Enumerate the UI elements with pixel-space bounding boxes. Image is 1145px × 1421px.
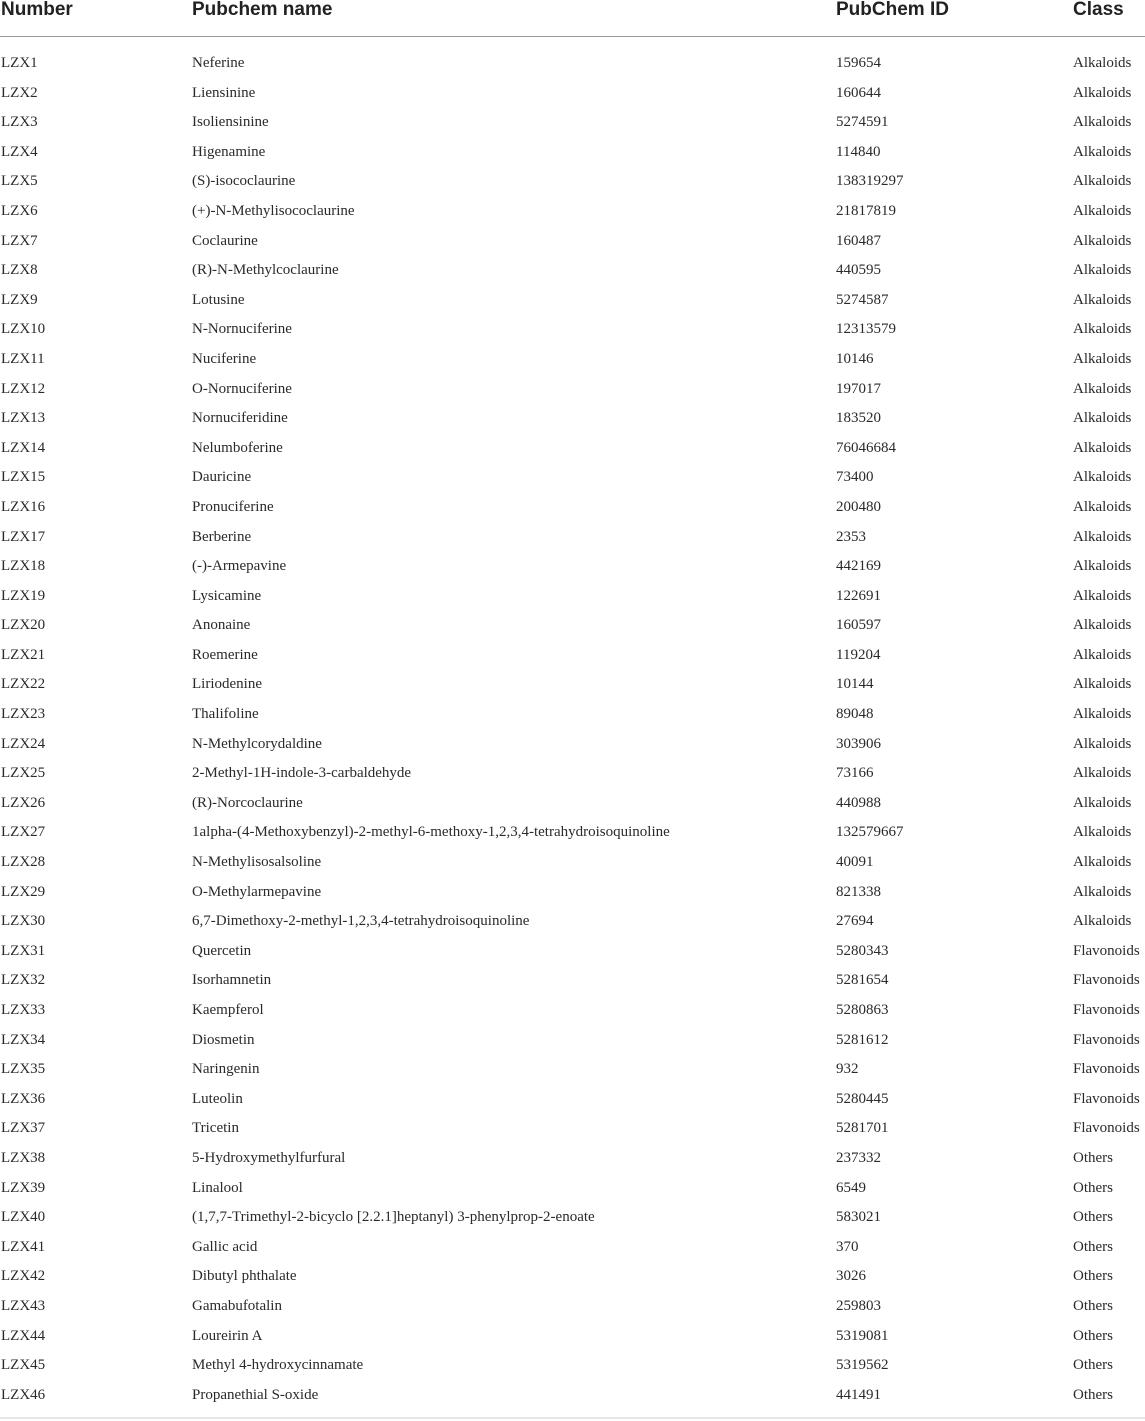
cell-class: Flavonoids <box>1073 1090 1140 1107</box>
table-row <box>0 611 1145 641</box>
cell-number: LZX14 <box>1 439 46 456</box>
table-row <box>0 49 1145 79</box>
table-row <box>0 1233 1145 1263</box>
table-row <box>0 108 1145 138</box>
cell-pubchem-id: 5281612 <box>836 1031 889 1048</box>
cell-pubchem-name: 5-Hydroxymethylfurfural <box>192 1149 346 1166</box>
cell-number: LZX39 <box>1 1179 46 1196</box>
cell-pubchem-name: 2-Methyl-1H-indole-3-carbaldehyde <box>192 765 412 782</box>
cell-number: LZX18 <box>1 558 46 575</box>
cell-pubchem-name: Higenamine <box>192 143 266 160</box>
cell-pubchem-id: 5280863 <box>836 1002 889 1018</box>
table-row <box>0 670 1145 700</box>
table-row <box>0 907 1145 937</box>
cell-number: LZX26 <box>1 794 46 811</box>
cell-class: Alkaloids <box>1073 232 1132 249</box>
table-row <box>0 256 1145 286</box>
cell-class: Alkaloids <box>1073 765 1132 782</box>
cell-class: Flavonoids <box>1073 972 1140 989</box>
header-number: Number <box>1 0 73 20</box>
table-row <box>0 878 1145 908</box>
cell-pubchem-id: 5281701 <box>836 1120 889 1137</box>
cell-pubchem-name: (+)-N-Methylisococlaurine <box>192 202 355 219</box>
table-row <box>0 315 1145 345</box>
cell-class: Others <box>1073 1386 1113 1403</box>
header-pubchem-id: PubChem ID <box>836 0 949 20</box>
cell-pubchem-id: 5280343 <box>836 942 889 959</box>
cell-pubchem-name: Pronuciferine <box>192 498 274 515</box>
cell-pubchem-id: 441491 <box>836 1386 881 1403</box>
cell-class: Alkaloids <box>1073 824 1132 841</box>
cell-class: Others <box>1073 1357 1113 1374</box>
cell-pubchem-id: 73166 <box>836 765 874 782</box>
cell-class: Alkaloids <box>1073 735 1132 752</box>
table-row <box>0 641 1145 671</box>
cell-number: LZX46 <box>1 1386 46 1403</box>
cell-pubchem-name: Nuciferine <box>192 350 257 367</box>
cell-pubchem-name: Dibutyl phthalate <box>192 1268 297 1285</box>
table-row <box>0 759 1145 789</box>
table-body <box>0 49 1145 1410</box>
cell-pubchem-id: 160487 <box>836 232 881 249</box>
table-row <box>0 1292 1145 1322</box>
cell-number: LZX43 <box>1 1297 46 1314</box>
cell-pubchem-id: 932 <box>836 1061 859 1078</box>
cell-number: LZX20 <box>1 617 46 634</box>
table-row <box>0 996 1145 1026</box>
cell-pubchem-name: Diosmetin <box>192 1031 255 1048</box>
cell-class: Alkaloids <box>1073 676 1132 693</box>
cell-pubchem-id: 5319081 <box>836 1327 889 1344</box>
cell-pubchem-id: 6549 <box>836 1179 866 1196</box>
cell-number: LZX9 <box>1 291 38 308</box>
cell-number: LZX11 <box>1 350 45 367</box>
table-row <box>0 818 1145 848</box>
cell-pubchem-id: 76046684 <box>836 439 896 456</box>
cell-class: Others <box>1073 1268 1113 1285</box>
cell-class: Flavonoids <box>1073 942 1140 959</box>
cell-pubchem-id: 27694 <box>836 913 874 930</box>
cell-class: Alkaloids <box>1073 380 1132 397</box>
cell-pubchem-name: 6,7-Dimethoxy-2-methyl-1,2,3,4-tetrahydroisoquinoline <box>192 913 530 930</box>
cell-number: LZX44 <box>1 1327 46 1344</box>
cell-class: Alkaloids <box>1073 321 1132 338</box>
cell-pubchem-name: (R)-Norcoclaurine <box>192 794 303 811</box>
cell-number: LZX40 <box>1 1209 46 1226</box>
table-row <box>0 1351 1145 1381</box>
cell-number: LZX7 <box>1 232 38 249</box>
cell-pubchem-id: 119204 <box>836 646 881 663</box>
cell-pubchem-name: Roemerine <box>192 646 258 663</box>
table-row <box>0 966 1145 996</box>
cell-class: Others <box>1073 1179 1113 1196</box>
cell-pubchem-id: 122691 <box>836 587 881 604</box>
table-row <box>0 582 1145 612</box>
cell-pubchem-id: 583021 <box>836 1209 881 1226</box>
cell-pubchem-name: Nelumboferine <box>192 439 283 456</box>
cell-number: LZX4 <box>1 143 38 160</box>
cell-pubchem-name: Propanethial S-oxide <box>192 1386 319 1403</box>
cell-number: LZX16 <box>1 498 46 515</box>
cell-class: Others <box>1073 1149 1113 1166</box>
cell-class: Alkaloids <box>1073 173 1132 190</box>
cell-pubchem-id: 237332 <box>836 1149 881 1166</box>
cell-pubchem-name: Lysicamine <box>192 587 262 604</box>
cell-pubchem-id: 160597 <box>836 617 881 634</box>
cell-pubchem-name: O-Methylarmepavine <box>192 883 322 900</box>
cell-class: Alkaloids <box>1073 498 1132 515</box>
cell-pubchem-name: Quercetin <box>192 942 252 959</box>
table-header <box>0 0 1145 37</box>
cell-pubchem-id: 440595 <box>836 262 881 279</box>
cell-pubchem-id: 89048 <box>836 706 874 723</box>
cell-number: LZX41 <box>1 1238 46 1255</box>
cell-pubchem-name: Methyl 4-hydroxycinnamate <box>192 1357 364 1374</box>
cell-pubchem-name: Gamabufotalin <box>192 1297 282 1314</box>
cell-pubchem-name: N-Methylisosalsoline <box>192 854 322 871</box>
table-row <box>0 1085 1145 1115</box>
cell-pubchem-id: 5274587 <box>836 291 889 308</box>
cell-class: Alkaloids <box>1073 350 1132 367</box>
cell-pubchem-id: 440988 <box>836 794 881 811</box>
table-row <box>0 1055 1145 1085</box>
cell-pubchem-id: 197017 <box>836 380 881 397</box>
cell-number: LZX15 <box>1 469 46 486</box>
cell-pubchem-name: Naringenin <box>192 1061 260 1078</box>
cell-number: LZX5 <box>1 173 38 190</box>
cell-number: LZX22 <box>1 676 46 693</box>
cell-pubchem-name: Liensinine <box>192 84 256 101</box>
cell-pubchem-name: Nornuciferidine <box>192 410 288 427</box>
cell-class: Alkaloids <box>1073 55 1132 71</box>
cell-class: Alkaloids <box>1073 558 1132 575</box>
table-row <box>0 197 1145 227</box>
table-row <box>0 1144 1145 1174</box>
cell-number: LZX8 <box>1 262 38 279</box>
table-row <box>0 730 1145 760</box>
cell-class: Others <box>1073 1327 1113 1344</box>
cell-pubchem-id: 12313579 <box>836 321 896 338</box>
cell-pubchem-name: Berberine <box>192 528 252 545</box>
cell-pubchem-id: 10146 <box>836 350 874 367</box>
cell-class: Flavonoids <box>1073 1120 1140 1137</box>
table-row <box>0 1381 1145 1411</box>
cell-class: Alkaloids <box>1073 854 1132 871</box>
cell-class: Alkaloids <box>1073 114 1132 131</box>
cell-number: LZX19 <box>1 587 46 604</box>
table-row <box>0 434 1145 464</box>
cell-class: Alkaloids <box>1073 469 1132 486</box>
cell-pubchem-id: 183520 <box>836 410 881 427</box>
cell-pubchem-name: Isorhamnetin <box>192 972 272 989</box>
cell-class: Alkaloids <box>1073 143 1132 160</box>
cell-number: LZX3 <box>1 114 38 131</box>
cell-class: Alkaloids <box>1073 202 1132 219</box>
table-row <box>0 493 1145 523</box>
cell-number: LZX24 <box>1 735 46 752</box>
table-row <box>0 1262 1145 1292</box>
cell-number: LZX17 <box>1 528 46 545</box>
cell-pubchem-name: Loureirin A <box>192 1327 263 1344</box>
cell-pubchem-name: Neferine <box>192 55 245 71</box>
cell-number: LZX25 <box>1 765 46 782</box>
cell-pubchem-id: 138319297 <box>836 173 904 190</box>
cell-number: LZX38 <box>1 1149 46 1166</box>
cell-pubchem-name: Lotusine <box>192 291 245 308</box>
header-class: Class <box>1073 0 1124 20</box>
cell-pubchem-name: N-Methylcorydaldine <box>192 735 322 752</box>
cell-number: LZX29 <box>1 883 46 900</box>
table-row <box>0 523 1145 553</box>
table-row <box>0 227 1145 257</box>
cell-pubchem-name: Coclaurine <box>192 232 258 249</box>
cell-number: LZX27 <box>1 824 46 841</box>
cell-pubchem-id: 114840 <box>836 143 881 160</box>
cell-pubchem-id: 21817819 <box>836 202 896 219</box>
cell-pubchem-id: 10144 <box>836 676 874 693</box>
cell-pubchem-id: 3026 <box>836 1268 866 1285</box>
cell-pubchem-name: Tricetin <box>192 1120 239 1137</box>
table-row <box>0 700 1145 730</box>
table-row <box>0 79 1145 109</box>
table-row <box>0 848 1145 878</box>
cell-class: Alkaloids <box>1073 617 1132 634</box>
cell-number: LZX45 <box>1 1357 46 1374</box>
cell-pubchem-name: (1,7,7-Trimethyl-2-bicyclo [2.2.1]heptanyl) 3-phenylprop-2-enoate <box>192 1209 595 1226</box>
cell-number: LZX42 <box>1 1268 46 1285</box>
cell-number: LZX10 <box>1 321 46 338</box>
cell-class: Alkaloids <box>1073 883 1132 900</box>
cell-number: LZX30 <box>1 913 46 930</box>
table-row <box>0 1203 1145 1233</box>
cell-class: Alkaloids <box>1073 439 1132 456</box>
cell-number: LZX23 <box>1 706 46 723</box>
cell-class: Flavonoids <box>1073 1002 1140 1018</box>
cell-pubchem-id: 259803 <box>836 1297 881 1314</box>
cell-pubchem-name: Dauricine <box>192 469 252 486</box>
cell-number: LZX28 <box>1 854 46 871</box>
cell-class: Alkaloids <box>1073 587 1132 604</box>
table-row <box>0 167 1145 197</box>
cell-pubchem-id: 160644 <box>836 84 881 101</box>
table-row <box>0 138 1145 168</box>
cell-pubchem-name: N-Nornuciferine <box>192 321 292 338</box>
cell-pubchem-id: 370 <box>836 1238 859 1255</box>
cell-pubchem-id: 442169 <box>836 558 881 575</box>
cell-pubchem-name: 1alpha-(4-Methoxybenzyl)-2-methyl-6-methoxy-1,2,3,4-tetrahydroisoquinoline <box>192 824 670 841</box>
cell-pubchem-id: 40091 <box>836 854 874 871</box>
cell-number: LZX13 <box>1 410 46 427</box>
cell-class: Flavonoids <box>1073 1031 1140 1048</box>
cell-pubchem-id: 821338 <box>836 883 881 900</box>
cell-number: LZX37 <box>1 1120 46 1137</box>
cell-pubchem-name: Liriodenine <box>192 676 262 693</box>
cell-pubchem-id: 5281654 <box>836 972 889 989</box>
cell-class: Alkaloids <box>1073 528 1132 545</box>
cell-pubchem-name: Gallic acid <box>192 1238 258 1255</box>
table-row <box>0 1026 1145 1056</box>
cell-number: LZX31 <box>1 942 46 959</box>
cell-number: LZX36 <box>1 1090 46 1107</box>
table-row <box>0 1174 1145 1204</box>
cell-pubchem-name: (R)-N-Methylcoclaurine <box>192 262 339 279</box>
cell-pubchem-name: O-Nornuciferine <box>192 380 292 397</box>
cell-class: Alkaloids <box>1073 410 1132 427</box>
table-row <box>0 286 1145 316</box>
cell-class: Alkaloids <box>1073 646 1132 663</box>
table-row <box>0 375 1145 405</box>
cell-number: LZX6 <box>1 202 38 219</box>
cell-class: Flavonoids <box>1073 1061 1140 1078</box>
cell-pubchem-name: Luteolin <box>192 1090 243 1107</box>
cell-pubchem-id: 73400 <box>836 469 874 486</box>
cell-pubchem-name: Kaempferol <box>192 1002 264 1018</box>
cell-number: LZX33 <box>1 1002 46 1018</box>
cell-pubchem-id: 159654 <box>836 55 881 71</box>
cell-class: Others <box>1073 1209 1113 1226</box>
cell-class: Alkaloids <box>1073 84 1132 101</box>
table-row <box>0 404 1145 434</box>
table-row <box>0 345 1145 375</box>
cell-number: LZX21 <box>1 646 46 663</box>
cell-number: LZX35 <box>1 1061 46 1078</box>
table-row <box>0 937 1145 967</box>
cell-number: LZX1 <box>1 55 38 71</box>
table-row <box>0 463 1145 493</box>
cell-pubchem-id: 132579667 <box>836 824 904 841</box>
cell-class: Alkaloids <box>1073 794 1132 811</box>
cell-pubchem-id: 200480 <box>836 498 881 515</box>
cell-pubchem-name: (-)-Armepavine <box>192 558 287 575</box>
cell-pubchem-id: 5274591 <box>836 114 889 131</box>
cell-number: LZX12 <box>1 380 46 397</box>
cell-number: LZX32 <box>1 972 46 989</box>
table-row <box>0 552 1145 582</box>
cell-pubchem-name: Thalifoline <box>192 706 259 723</box>
cell-pubchem-id: 2353 <box>836 528 866 545</box>
cell-pubchem-name: Anonaine <box>192 617 251 634</box>
cell-class: Alkaloids <box>1073 262 1132 279</box>
cell-pubchem-id: 5280445 <box>836 1090 889 1107</box>
cell-class: Others <box>1073 1297 1113 1314</box>
cell-class: Others <box>1073 1238 1113 1255</box>
cell-pubchem-name: Linalool <box>192 1179 243 1196</box>
cell-number: LZX34 <box>1 1031 46 1048</box>
table-row <box>0 1322 1145 1352</box>
cell-class: Alkaloids <box>1073 913 1132 930</box>
cell-pubchem-name: Isoliensinine <box>192 114 269 131</box>
cell-class: Alkaloids <box>1073 291 1132 308</box>
cell-class: Alkaloids <box>1073 706 1132 723</box>
cell-pubchem-id: 5319562 <box>836 1357 889 1374</box>
cell-pubchem-id: 303906 <box>836 735 881 752</box>
table-bottom-rule <box>0 1417 1145 1419</box>
table-row <box>0 789 1145 819</box>
header-pubchem-name: Pubchem name <box>192 0 333 20</box>
cell-pubchem-name: (S)-isococlaurine <box>192 173 296 190</box>
cell-number: LZX2 <box>1 84 38 101</box>
table-row <box>0 1114 1145 1144</box>
